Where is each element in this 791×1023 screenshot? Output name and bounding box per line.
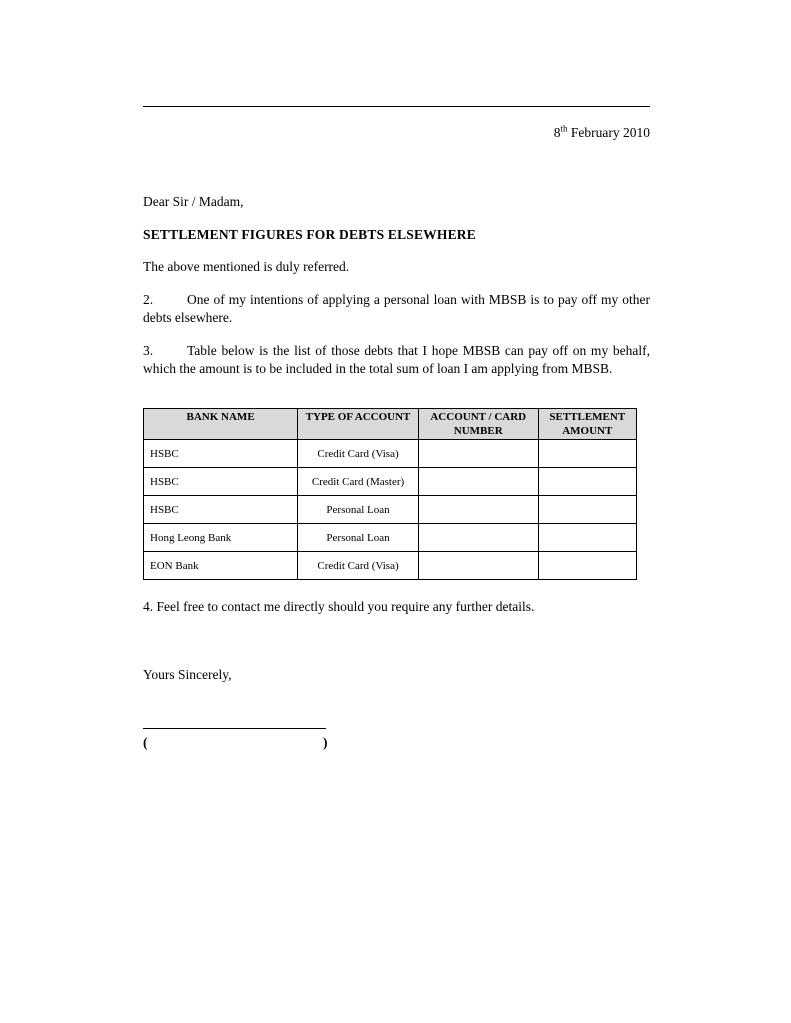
salutation: Dear Sir / Madam, [143,194,244,209]
date-month-year: February 2010 [567,125,650,140]
table-header-row [144,409,637,440]
cell-account-type: Credit Card (Visa) [298,440,419,468]
date-suffix: th [560,123,568,134]
cell-bank-name: EON Bank [144,552,298,580]
cell-settlement-amount [538,496,636,524]
header-account-card-number: ACCOUNT / CARD NUMBER [418,409,538,440]
letter-date [554,125,650,141]
paragraph-4: 4. Feel free to contact me directly should you require any further details. [143,599,535,614]
closing: Yours Sincerely, [143,667,232,682]
cell-bank-name: HSBC [144,496,298,524]
cell-account-type: Personal Loan [298,524,419,552]
cell-bank-name: Hong Leong Bank [144,524,298,552]
cell-account-number [418,524,538,552]
cell-account-type: Personal Loan [298,496,419,524]
table-row [144,440,637,468]
paragraph-2-number: 2. [143,292,154,307]
table-row [144,524,637,552]
cell-settlement-amount [538,440,636,468]
header-bank-name: BANK NAME [144,409,298,440]
table-row [144,552,637,580]
paragraph-3 [143,342,650,378]
cell-account-type: Credit Card (Master) [298,468,419,496]
cell-account-number [418,552,538,580]
subject-heading: SETTLEMENT FIGURES FOR DEBTS ELSEWHERE [143,227,476,242]
table-row [144,496,637,524]
header-rule [143,106,650,107]
cell-settlement-amount [538,524,636,552]
cell-settlement-amount [538,552,636,580]
cell-settlement-amount [538,468,636,496]
cell-account-type: Credit Card (Visa) [298,552,419,580]
header-settlement-amount: SETTLEMENT AMOUNT [538,409,636,440]
paragraph-3-number: 3. [143,343,154,358]
signature-name-open-paren: ( [143,735,148,750]
paragraph-2-text: One of my intentions of applying a personal loan with MBSB is to pay off my other debts elsewhere. [143,292,650,325]
signature-name-close-paren: ) [323,735,328,750]
signature-line [143,728,326,729]
date-day: 8 [553,125,561,140]
cell-account-number [418,440,538,468]
paragraph-1: The above mentioned is duly referred. [143,259,350,274]
cell-account-number [418,496,538,524]
debts-table [143,408,637,580]
cell-bank-name: HSBC [144,440,298,468]
table-row [144,468,637,496]
header-type-of-account: TYPE OF ACCOUNT [298,409,419,440]
paragraph-3-text: Table below is the list of those debts that I hope MBSB can pay off on my behalf, which the amount is to be included in the total sum of loan I am applying from MBSB. [143,343,650,376]
cell-account-number [418,468,538,496]
paragraph-2 [143,291,650,327]
cell-bank-name: HSBC [144,468,298,496]
